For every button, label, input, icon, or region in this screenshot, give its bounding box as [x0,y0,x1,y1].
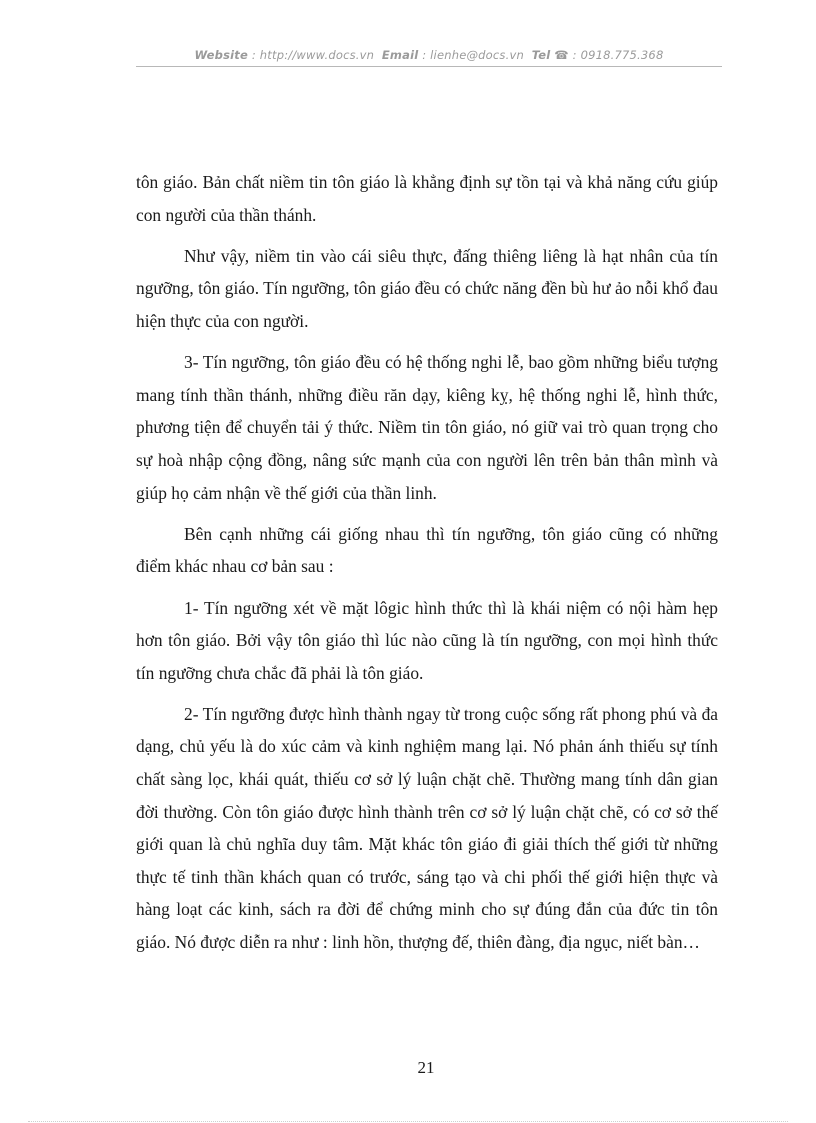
phone-icon: ☎ [554,48,569,62]
header-email-label: Email [381,48,419,62]
paragraph: Bên cạnh những cái giống nhau thì tín ngưỡng, tôn giáo cũng có những điểm khác nhau cơ bản sau : [136,523,718,577]
body-text [136,166,718,967]
header-tel-value: : 0918.775.368 [572,48,664,62]
page-header [136,48,722,62]
header-email-link[interactable]: : lienhe@docs.vn [422,48,524,62]
header-website-label: Website [194,48,248,62]
page-number: 21 [417,1058,435,1077]
header-divider [136,66,722,67]
footer-divider [28,1121,788,1122]
paragraph: 2- Tín ngưỡng được hình thành ngay từ trong cuộc sống rất phong phú và đa dạng, chủ yếu là do xúc cảm và kinh nghiệm mang lại. Nó phản ánh thiếu sự tính chất sàng lọc, khái quát, thiếu cơ sở lý luận chặt chẽ. Thường mang tính dân gian đời thường. Còn tôn giáo được hình thành trên cơ sở lý luận chặt chẽ, có cơ sở thế giới quan là chủ nghĩa duy tâm. Mặt khác tôn giáo đi giải thích thế giới từ những thực tế tinh thần khách quan có trước, sáng tạo và chi phối thế giới hiện thực và hàng loạt các kinh, sách ra đời để chứng minh cho sự đúng đắn của đức tin tôn giáo. Nó được diễn ra như : linh hồn, thượng đế, thiên đàng, địa ngục, niết bàn… [136,703,718,953]
header-tel-label: Tel [531,48,551,62]
paragraph: Như vậy, niềm tin vào cái siêu thực, đấng thiêng liêng là hạt nhân của tín ngưỡng, tôn giáo. Tín ngưỡng, tôn giáo đều có chức năng đền bù hư ảo nỗi khổ đau hiện thực của con người. [136,245,718,331]
paragraph: 1- Tín ngưỡng xét về mặt lôgic hình thức thì là khái niệm có nội hàm hẹp hơn tôn giáo. Bởi vậy tôn giáo thì lúc nào cũng là tín ngưỡng, con mọi hình thức tín ngưỡng chưa chắc đã phải là tôn giáo. [136,597,718,683]
paragraph: 3- Tín ngưỡng, tôn giáo đều có hệ thống nghi lễ, bao gồm những biểu tượng mang tính thần thánh, những điều răn dạy, kiêng kỵ, hệ thống nghi lễ, hình thức, phương tiện để chuyển tải ý thức. Niềm tin tôn giáo, nó giữ vai trò quan trọng cho sự hoà nhập cộng đồng, nâng sức mạnh của con người lên trên bản thân mình và giúp họ cảm nhận về thế giới của thần linh. [136,352,718,503]
paragraph: tôn giáo. Bản chất niềm tin tôn giáo là khẳng định sự tồn tại và khả năng cứu giúp con người của thần thánh. [136,172,718,225]
header-website-link[interactable]: : http://www.docs.vn [251,48,375,62]
